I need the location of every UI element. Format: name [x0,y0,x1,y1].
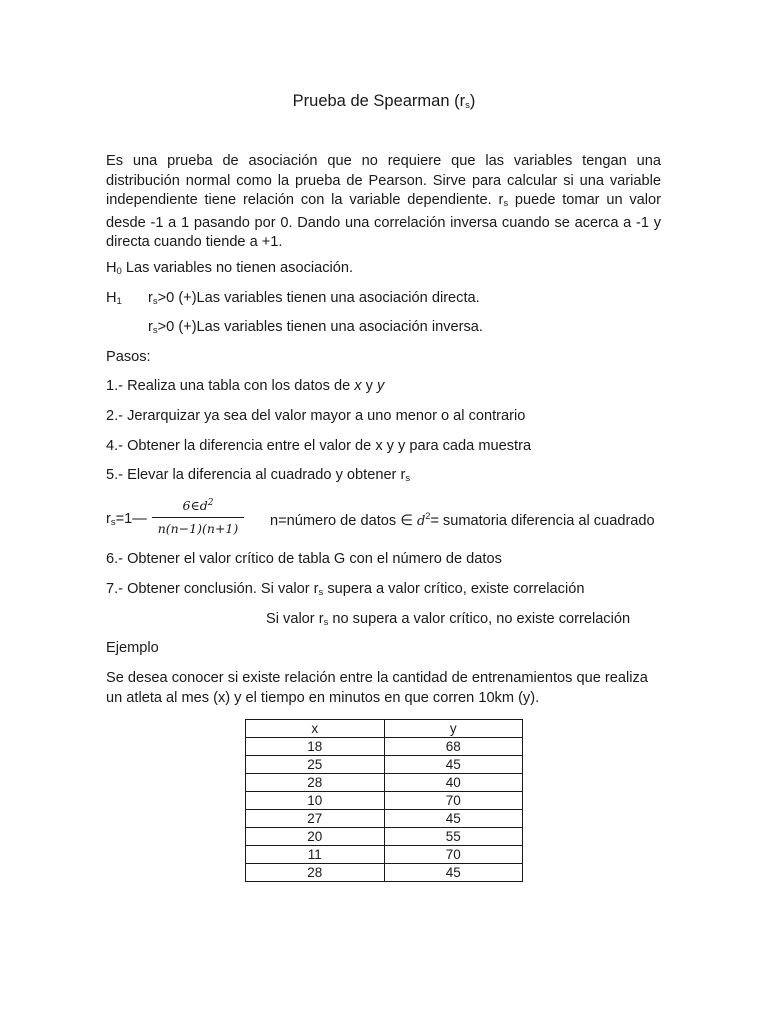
cell-y: 55 [384,828,523,846]
cell-y: 40 [384,774,523,792]
formula-fraction [152,494,244,538]
hypothesis-h0: $H_0$ Las variables no tienen asociación. [106,260,354,277]
formula-numerator: $6\in d^2$ [182,498,214,514]
formula-denominator: n(n−1)(n+1) [157,521,239,537]
cell-x: 28 [246,864,385,882]
cell-y: 68 [384,738,523,756]
step-7-alternative: Si valor $r_s$ no supera a valor crítico, no existe correlación [266,611,631,628]
cell-x: 28 [246,774,385,792]
cell-x: 20 [246,828,385,846]
cell-x: 11 [246,846,385,864]
formula-lhs: $r_s=1—$ [106,511,147,528]
hypothesis-h1-inverse: $r_s>0$ (+)Las variables tienen una asociación inversa. [148,319,483,336]
step-2: 2.- Jerarquizar ya sea del valor mayor a uno menor o al contrario [106,408,526,424]
table-row [246,828,523,846]
step-6: 6.- Obtener el valor crítico de tabla G con el número de datos [106,551,502,567]
step-4: 4.- Obtener la diferencia entre el valor de x y y para cada muestra [106,438,532,454]
table-row [246,738,523,756]
hypothesis-h1-label: $H_1$ [106,290,122,307]
column-header-y: y [384,720,523,738]
table-row [246,756,523,774]
table-row [246,792,523,810]
column-header-x: x [246,720,385,738]
hypothesis-h1-direct: $r_s>0$ (+)Las variables tienen una asociación directa. [148,290,480,307]
data-table [245,719,523,882]
step-7: 7.- Obtener conclusión. Si valor $r_s$ supera a valor crítico, existe correlación [106,581,585,598]
table-row [246,864,523,882]
cell-x: 27 [246,810,385,828]
document-title: Prueba de Spearman $(r_s)$ [292,92,476,111]
cell-y: 45 [384,864,523,882]
cell-y: 45 [384,810,523,828]
cell-y: 45 [384,756,523,774]
example-heading: Ejemplo [106,640,159,656]
intro-paragraph: Es una prueba de asociación que no requiere que las variables tengan una distribución normal como la prueba de Pearson. Sirve para calcular si una variable independiente tiene relación con la variable dependiente. $r_s$ puede tomar un valor desde -1 a 1 pasando por 0. Dando una correlación inversa cuando se acerca a -1 y directa cuando tiende a +1. [106,153,662,251]
table-row [246,810,523,828]
cell-x: 18 [246,738,385,756]
table-header-row [246,720,523,738]
cell-x: 10 [246,792,385,810]
table-row [246,846,523,864]
table-row [246,774,523,792]
example-text-line-1: Se desea conocer si existe relación entre la cantidad de entrenamientos que realiza [106,670,648,686]
step-5: 5.- Elevar la diferencia al cuadrado y obtener $r_s$ [106,467,411,484]
cell-x: 25 [246,756,385,774]
fraction-bar [152,517,244,518]
step-1: 1.- Realiza una tabla con los datos de x y y [106,378,385,394]
cell-y: 70 [384,846,523,864]
steps-heading: Pasos: [106,349,151,365]
formula-legend: n=número de datos ∈ $d^2=$ sumatoria diferencia al cuadrado [270,511,655,529]
cell-y: 70 [384,792,523,810]
example-text-line-2: un atleta al mes (x) y el tiempo en minutos en que corren 10km (y). [106,690,540,706]
